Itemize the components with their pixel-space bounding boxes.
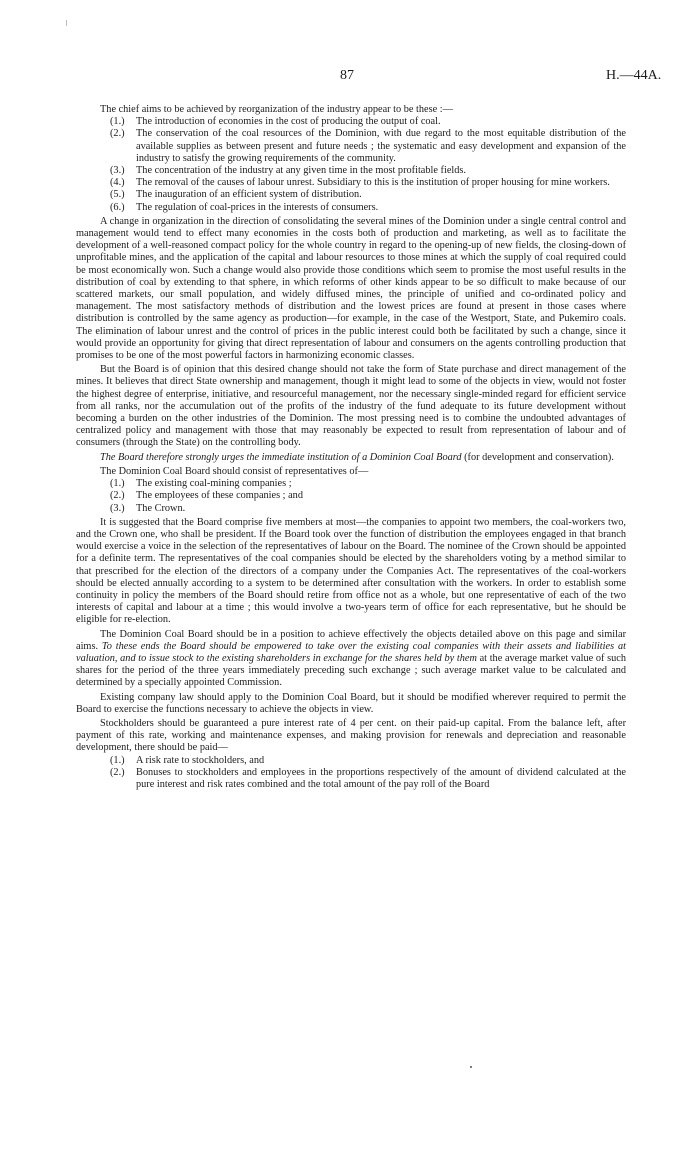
item-text: The removal of the causes of labour unrest. Subsidiary to this is the institution of proper housing for mine workers. [136,177,610,189]
list-item [76,767,626,791]
item-number: (6.) [110,201,125,213]
list-item [76,503,626,515]
item-text: A risk rate to stockholders, and [136,754,265,766]
list-item [76,116,626,128]
paragraph-board-opinion: But the Board is of opinion that this desired change should not take the form of State purchase and direct management of the mines. It believes that direct State ownership and management, though it might lead to some of the objects in view, would not foster the highest degree of enterprise, initiative, and resourceful management, nor the necessary single-minded regard for efficient service from all ranks, nor the accumulation out of the profits of the industry of the fund adequate to its future development without becoming a burden on the other industries of the Dominion. The most pressing need is to combine the undoubted advantages of centralized policy and management with those that may reasonably be expected to result from representation of labour and of consumers (through the State) on the controlling body. [76,364,626,449]
list-item [76,177,626,189]
document-reference: H.—44A. [606,68,662,83]
item-text: The inauguration of an efficient system of distribution. [136,189,362,201]
position-italic: To these ends the Board should be empowered to take over the existing coal companies with their assets and liabilities at valuation, and to issue stock to the existing shareholders in exchange for the shares held by them [76,640,626,664]
paragraph-stockholders: Stockholders should be guaranteed a pure interest rate of 4 per cent. on their paid-up capital. From the balance left, after payment of this rate, working and maintenance expenses, and making provision for renewals and depreciation and reasonable development, there should be paid— [76,717,626,754]
scan-mark [66,20,67,26]
item-number: (1.) [110,754,125,766]
item-number: (5.) [110,189,125,201]
representatives-list [76,478,626,515]
paragraph-company-law: Existing company law should apply to the Dominion Coal Board, but it should be modified wherever required to permit the Board to exercise the functions necessary to achieve the objects in view. [76,691,626,715]
page-number: 87 [340,68,354,83]
item-number: (1.) [110,478,125,490]
item-number: (2.) [110,766,125,778]
item-text: Bonuses to stockholders and employees in the proportions respectively of the amount of dividend calculated at the pure interest and risk rates combined and the total amount of the pay roll of the Board [136,766,626,790]
item-text: The conservation of the coal resources of the Dominion, with due regard to the most equitable distribution of the available supplies as between present and future needs ; the systematic and easy development and expansion of the industry to satisfy the growing requirements of the community. [136,128,626,164]
paragraph-position [76,629,626,690]
item-number: (1.) [110,116,125,128]
list-item [76,128,626,165]
paragraph-recommendation [76,452,626,464]
list-item [76,478,626,490]
item-text: The introduction of economies in the cost of producing the output of coal. [136,116,441,128]
item-text: The employees of these companies ; and [136,490,303,502]
position-text-b: at the average market value of such shares for the period of the three years immediately preceding such exchange ; such average market value to be calculated and determined by a specially appointed Commission. [76,652,626,689]
position-text-a: The Dominion Coal Board should be in a position to achieve effectively the objects detailed above on this page and similar aims. [76,628,626,652]
item-number: (3.) [110,502,125,514]
item-number: (2.) [110,128,125,140]
list-item [76,755,626,767]
paragraph-change: A change in organization in the direction of consolidating the several mines of the Dominion under a single central control and management would tend to effect many economies in the costs both of production and marketing, as well as to facilitate the development of a well-reasoned compact policy for the whole country in regard to the opening-up of new fields, the closing-down of unprofitable mines, and the application of the capital and labour resources to those mines at which the supply of coal required could be most economically won. Such a change would also provide those conditions which seem to promise the most useful results in the distribution of coal by extending to that sphere, in which reforms of other kinds appear to be so difficult to make because of our scattered markets, our small population, and widely diffused mines, the principle of unified and co-ordinated policy and management. The most satisfactory methods of distribution and the lowest prices are found at present in those cases where distribution is controlled by the same agency as production—for example, in the case of the Westport, State, and Pukemiro coals. The elimination of labour unrest and the control of prices in the public interest could both be facilitated by such a change, since it would provide an opportunity for giving that direct representation of labour and consumers on the agents controlling production that promises to be one of the most powerful factors in harmonizing economic classes. [76,215,626,362]
list-item [76,202,626,214]
aims-list [76,116,626,214]
payments-list [76,755,626,792]
list-item [76,165,626,177]
aims-intro: The chief aims to be achieved by reorganization of the industry appear to be these :— [100,104,453,115]
item-text: The Crown. [136,502,186,514]
item-number: (3.) [110,165,125,177]
consist-intro: The Dominion Coal Board should consist of representatives of— [100,465,369,477]
item-number: (4.) [110,177,125,189]
list-item [76,189,626,201]
page-body [76,104,626,791]
item-text: The regulation of coal-prices in the interests of consumers. [136,201,379,213]
paragraph-members: It is suggested that the Board comprise five members at most—the companies to appoint two members, the coal-workers two, and the Crown one, who shall be president. If the Board took over the function of distribution the employees engaged in that branch would exercise a voice in the selection of the representatives of labour on the Board. The nominee of the Crown should be appointed for a definite term. The representatives of the coal companies should be elected by the shareholders voting by a method similar to that prescribed for the election of the directors of a company under the Companies Act. The representatives of the coal-workers should be elected annually according to a system to be determined after consultation with the workers. In order to establish some continuity in policy the members of the Board should retire from office not as a whole, but one representative of each of the two interests of capital and labour at a time ; this would involve a two-years term of office for each representative, but he should be eligible for re-election. [76,516,626,626]
recommendation-italic: The Board therefore strongly urges the immediate institution of a Dominion Coal Board [100,451,462,463]
scan-dot [470,1066,472,1068]
item-number: (2.) [110,490,125,502]
recommendation-rest: (for development and conservation). [461,451,614,463]
page-header [0,70,700,88]
item-text: The existing coal-mining companies ; [136,478,292,490]
item-text: The concentration of the industry at any given time in the most profitable fields. [136,165,466,177]
list-item [76,490,626,502]
